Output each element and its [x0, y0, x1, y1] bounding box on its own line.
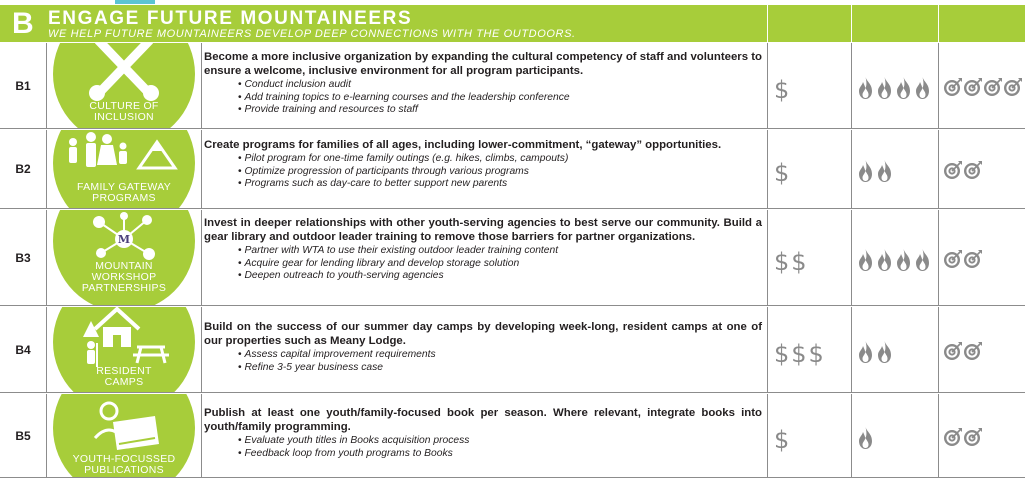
bullet-item: • Deepen outreach to youth-serving agencies — [238, 270, 762, 283]
initiative-text: Create programs for families of all ages, including lower-commitment, “gateway” opportunities. — [204, 139, 722, 151]
badge-label-line: CAMPS — [104, 376, 144, 388]
cost-rating: $ — [774, 425, 792, 454]
badge-label — [47, 101, 201, 123]
badge-label-line: INCLUSION — [94, 111, 154, 123]
badge-label-line: PROGRAMS — [92, 192, 156, 204]
target-icon — [943, 341, 963, 361]
target-icon — [1003, 77, 1023, 97]
flame-icon — [913, 248, 932, 272]
cost-rating: $ — [774, 159, 792, 187]
initiative-text: Become a more inclusive organization by expanding the cultural competency of staff and volunteers to ensure a welcome, inclusive environment for all program participants. — [204, 51, 762, 77]
bullet-item: • Optimize progression of participants through various programs — [238, 166, 762, 179]
target-icon — [963, 341, 983, 361]
impact-rating — [939, 130, 1025, 208]
target-icon — [963, 160, 983, 180]
target-icon — [943, 249, 963, 269]
initiative-description — [204, 406, 762, 460]
badge-label-line: WORKSHOP — [91, 271, 157, 283]
bullet-item: • Acquire gear for lending library and develop storage solution — [238, 258, 762, 271]
initiative-text: Invest in deeper relationships with other youth-serving agencies to best serve our community. Build a gear library and outdoor leader training to remove those barriers for partner organizations. — [204, 217, 762, 243]
top-tab — [115, 0, 155, 4]
flame-icon — [875, 159, 894, 183]
initiative-text: Build on the success of our summer day camps by developing week-long, resident camps at one of our properties such as Meany Lodge. — [204, 321, 762, 347]
flame-icon — [875, 340, 894, 364]
target-icon — [983, 77, 1003, 97]
badge-label — [47, 182, 201, 204]
initiative-description — [204, 320, 762, 374]
flame-icon — [856, 248, 875, 272]
initiative-description — [204, 216, 762, 283]
bullet-item: • Evaluate youth titles in Books acquisition process — [238, 435, 762, 448]
program-badge — [47, 394, 201, 477]
target-icon — [963, 249, 983, 269]
flame-icon — [913, 76, 932, 100]
program-badge — [47, 210, 201, 305]
impact-rating — [939, 307, 1025, 392]
flame-icon — [856, 159, 875, 183]
initiative-row — [0, 210, 1025, 306]
row-code: B5 — [15, 428, 31, 443]
flame-icon — [856, 76, 875, 100]
target-icon — [943, 77, 963, 97]
target-icon — [963, 77, 983, 97]
badge-mark: M — [117, 233, 131, 246]
action-list — [238, 79, 762, 117]
bullet-item: • Programs such as day-care to better support new parents — [238, 178, 762, 191]
bullet-item: • Add training topics to e-learning courses and the leadership conference — [238, 92, 762, 105]
action-list — [238, 245, 762, 283]
header-divider — [767, 5, 768, 42]
badge-label — [47, 454, 201, 476]
flame-icon — [875, 76, 894, 100]
cost-rating: $ — [774, 75, 792, 104]
effort-rating — [852, 130, 938, 208]
badge-label-line: MOUNTAIN — [95, 260, 153, 272]
effort-rating — [852, 43, 938, 128]
initiative-description — [204, 138, 762, 191]
badge-label-line: FAMILY GATEWAY — [76, 181, 172, 193]
section-title: ENGAGE FUTURE MOUNTAINEERS — [48, 8, 413, 29]
flame-icon — [894, 248, 913, 272]
badge-label — [47, 261, 201, 294]
row-code: B4 — [15, 342, 31, 357]
flame-icon — [856, 340, 875, 364]
bullet-item: • Partner with WTA to use their existing outdoor leader training content — [238, 245, 762, 258]
initiative-row — [0, 130, 1025, 209]
flame-icon — [875, 248, 894, 272]
action-list — [238, 153, 762, 191]
impact-rating — [939, 394, 1025, 477]
bullet-item: • Pilot program for one-time family outings (e.g. hikes, climbs, campouts) — [238, 153, 762, 166]
effort-rating — [852, 394, 938, 477]
row-code: B1 — [15, 78, 31, 93]
section-subtitle: WE HELP FUTURE MOUNTAINEERS DEVELOP DEEP CONNECTIONS WITH THE OUTDOORS. — [48, 28, 576, 40]
section-letter: B — [12, 7, 34, 40]
row-code: B3 — [15, 250, 31, 265]
program-badge — [47, 130, 201, 208]
initiative-text: Publish at least one youth/family-focused book per season. Where relevant, integrate books into youth/family programming. — [204, 407, 762, 433]
header-divider — [938, 5, 939, 42]
badge-label-line: RESIDENT — [96, 365, 152, 377]
initiative-row — [0, 307, 1025, 393]
impact-rating — [939, 210, 1025, 305]
initiative-row — [0, 43, 1025, 129]
row-code: B2 — [15, 162, 31, 176]
bullet-item: • Conduct inclusion audit — [238, 79, 762, 92]
program-badge — [47, 43, 201, 128]
section-header — [0, 5, 1025, 42]
effort-rating — [852, 307, 938, 392]
effort-rating — [852, 210, 938, 305]
initiative-row — [0, 394, 1025, 478]
bullet-item: • Provide training and resources to staff — [238, 104, 762, 117]
flame-icon — [856, 426, 875, 450]
flame-icon — [894, 76, 913, 100]
bullet-item: • Refine 3-5 year business case — [238, 362, 762, 375]
action-list — [238, 349, 762, 374]
badge-label-line: CULTURE OF — [89, 100, 159, 112]
badge-label-line: PARTNERSHIPS — [81, 282, 167, 294]
bullet-item: • Feedback loop from youth programs to Books — [238, 448, 762, 461]
badge-label-line: PUBLICATIONS — [84, 464, 164, 476]
target-icon — [943, 427, 963, 447]
program-badge — [47, 307, 201, 392]
cost-rating: $$$ — [774, 339, 826, 368]
target-icon — [943, 160, 963, 180]
action-list — [238, 435, 762, 460]
impact-rating — [939, 43, 1025, 128]
header-divider — [851, 5, 852, 42]
cost-rating: $$ — [774, 247, 809, 276]
target-icon — [963, 427, 983, 447]
badge-label-line: YOUTH-FOCUSSED — [72, 453, 176, 465]
bullet-item: • Assess capital improvement requirements — [238, 349, 762, 362]
initiative-description — [204, 50, 762, 117]
badge-label — [47, 366, 201, 388]
